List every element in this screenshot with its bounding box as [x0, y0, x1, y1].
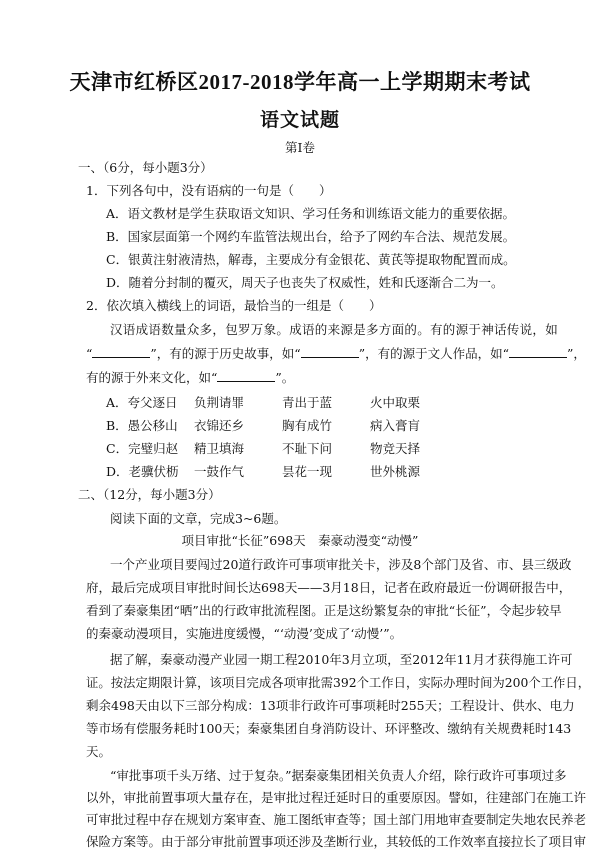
paragraph-line: 证。按法定期限计算，该项目完成各项审批需392个工作日，实际办理时间为200个工作日，	[86, 674, 591, 690]
section2-instruction: 阅读下面的文章，完成3~6题。	[110, 510, 287, 526]
option-cell: 胸有成竹	[282, 418, 333, 433]
text-segment: ”，有的源于文人作品，如“	[358, 346, 509, 361]
exam-subtitle: 语文试题	[259, 110, 340, 131]
text-segment: 有的源于外来文化，如“	[86, 370, 218, 385]
option-cell: C．完璧归赵	[106, 441, 179, 456]
blank-4	[217, 370, 275, 382]
option-cell: 一鼓作气	[194, 464, 245, 479]
section2-heading: 二、（12分，每小题3分）	[78, 487, 221, 502]
paragraph-line: 剩余498天由以下三部分构成：13项非行政许可事项耗时255天；工程设计、供水、电力	[86, 697, 575, 713]
paragraph-line: 据了解，秦豪动漫产业园一期工程2010年3月立项，至2012年11月才获得施工许可	[110, 651, 573, 667]
blank-3	[509, 346, 567, 358]
option-cell: 青出于蓝	[282, 395, 333, 410]
paragraph-line: 以外，审批前置事项大量存在，是审批过程迁延时日的重要原因。譬如，往建部门在施工许	[86, 790, 587, 805]
paragraph-line: 等市场有偿服务耗时100天；秦豪集团自身消防设计、环评整改、缴纳有关规费耗时143	[86, 720, 572, 736]
q1-stem: 1．下列各句中，没有语病的一句是（ ）	[86, 183, 332, 198]
option-cell: B．愚公移山	[106, 418, 178, 433]
volume-label: 第Ⅰ卷	[285, 140, 315, 155]
q2-option-d	[106, 462, 450, 480]
option-cell: 病入膏肓	[370, 418, 421, 433]
q1-option-b: B．国家层面第一个网约车监管法规出台，给予了网约车合法、规范发展。	[106, 229, 516, 244]
q1-option-c: C．银黄注射液清热，解毒，主要成分有金银花、黄芪等提取物配置而成。	[106, 252, 516, 267]
q1-option-d: D．随着分封制的覆灭，周天子也丧失了权威性，姓和氏逐渐合二为一。	[106, 275, 504, 290]
q2-option-c	[106, 439, 450, 457]
option-cell: 精卫填海	[194, 441, 245, 456]
text-segment: ”，有的源于历史故事，如“	[150, 346, 301, 361]
option-cell: 负荆请罪	[194, 395, 245, 410]
text-segment: ”，	[566, 346, 586, 361]
option-cell: A．夸父逐日	[106, 395, 178, 410]
exam-title: 天津市红桥区2017-2018学年高一上学期期末考试	[69, 70, 531, 94]
option-cell: 昙花一现	[282, 464, 333, 479]
option-cell: 火中取栗	[370, 395, 421, 410]
paragraph-line: 天。	[86, 743, 112, 759]
text-segment: ”。	[275, 370, 295, 385]
paragraph-line: 府，最后完成项目审批时间长达698天——3月18日，记者在政府最近一份调研报告中，	[86, 579, 572, 595]
q2-stem: 2．依次填入横线上的词语，最恰当的一组是（ ）	[86, 298, 382, 313]
q2-option-b	[106, 416, 450, 434]
q2-passage-line3	[86, 368, 294, 386]
option-cell: 衣锦还乡	[194, 418, 245, 433]
q2-passage-line1: 汉语成语数量众多，包罗万象。成语的来源是多方面的。有的源于神话传说，如	[110, 322, 559, 337]
section1-heading: 一、（6分，每小题3分）	[78, 160, 213, 175]
option-cell: 不耻下问	[282, 441, 333, 456]
paragraph-line: “审批事项千头万绪、过于复杂。”据秦豪集团相关负责人介绍，除行政许可事项过多	[110, 767, 567, 783]
option-cell: 物竞天择	[370, 441, 421, 456]
quote-open: “	[86, 346, 93, 361]
option-cell: D．老骥伏枥	[106, 464, 179, 479]
q1-option-a: A．语文教材是学生获取语文知识、学习任务和训练语文能力的重要依据。	[106, 206, 516, 221]
paragraph-line: 看到了秦豪集团“晒”出的行政审批流程图。正是这纷繁复杂的审批“长征”，令起步较早	[86, 602, 562, 618]
q2-option-a	[106, 393, 450, 411]
blank-2	[301, 346, 359, 358]
paragraph-line: 一个产业项目要闯过20道行政许可事项审批关卡，涉及8个部门及省、市、县三级政	[110, 556, 572, 572]
paragraph-line: 的秦豪动漫项目，实施进度缓慢，“‘动漫’变成了‘动慢’”。	[86, 625, 403, 641]
paragraph-line: 保险方案等。由于部分审批前置事项还涉及垄断行业，其较低的工作效率直接拉长了项目审	[86, 834, 587, 850]
option-cell: 世外桃源	[370, 464, 421, 479]
q2-passage-line2	[86, 344, 586, 362]
article-title: 项目审批“长征”698天 秦豪动漫变“动慢”	[181, 532, 419, 548]
blank-1	[92, 346, 150, 358]
paragraph-line: 可审批过程中存在规划方案审查、施工图纸审查等；国土部门用地审查要制定失地农民养老	[86, 812, 587, 828]
